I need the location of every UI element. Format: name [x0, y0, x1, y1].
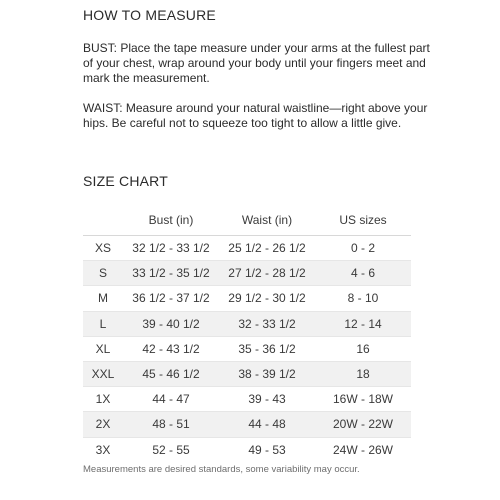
bust-value: 39 - 40 1/2 [123, 311, 219, 336]
waist-value: 25 1/2 - 26 1/2 [219, 236, 315, 261]
us-sizes-column-header: US sizes [339, 213, 387, 227]
bust-value: 33 1/2 - 35 1/2 [123, 261, 219, 286]
how-to-measure-heading: HOW TO MEASURE [83, 7, 216, 23]
us-size-value: 18 [315, 361, 411, 386]
us-size-value: 16W - 18W [315, 387, 411, 412]
table-row [83, 286, 411, 311]
table-row [83, 261, 411, 286]
waist-value: 49 - 53 [219, 437, 315, 462]
table-row [83, 236, 411, 261]
waist-value: 32 - 33 1/2 [219, 311, 315, 336]
size-label: S [83, 261, 123, 286]
table-row [83, 336, 411, 361]
us-size-value: 24W - 26W [315, 437, 411, 462]
size-label: 2X [83, 412, 123, 437]
bust-value: 45 - 46 1/2 [123, 361, 219, 386]
us-size-value: 16 [315, 336, 411, 361]
size-label: XS [83, 236, 123, 261]
bust-value: 52 - 55 [123, 437, 219, 462]
waist-value: 27 1/2 - 28 1/2 [219, 261, 315, 286]
size-label: XL [83, 336, 123, 361]
table-row [83, 361, 411, 386]
us-size-value: 0 - 2 [315, 236, 411, 261]
bust-value: 42 - 43 1/2 [123, 336, 219, 361]
bust-value: 32 1/2 - 33 1/2 [123, 236, 219, 261]
bust-value: 44 - 47 [123, 387, 219, 412]
table-row [83, 437, 411, 462]
us-size-value: 4 - 6 [315, 261, 411, 286]
waist-value: 44 - 48 [219, 412, 315, 437]
measurement-footnote: Measurements are desired standards, some variability may occur. [83, 464, 360, 475]
bust-column-header: Bust (in) [148, 213, 194, 227]
waist-value: 38 - 39 1/2 [219, 361, 315, 386]
us-size-value: 12 - 14 [315, 311, 411, 336]
size-column-header [83, 205, 123, 236]
size-label: XXL [83, 361, 123, 386]
size-label: 1X [83, 387, 123, 412]
size-chart-table [83, 205, 411, 462]
table-header-row [83, 205, 411, 236]
bust-value: 36 1/2 - 37 1/2 [123, 286, 219, 311]
size-label: L [83, 311, 123, 336]
waist-value: 35 - 36 1/2 [219, 336, 315, 361]
waist-column-header: Waist (in) [241, 213, 293, 227]
table-row [83, 412, 411, 437]
size-chart-heading: SIZE CHART [83, 173, 168, 189]
waist-instructions: WAIST: Measure around your natural waistline—right above your hips. Be careful not to squeeze too tight to allow a little give. [83, 101, 428, 130]
size-label: 3X [83, 437, 123, 462]
bust-value: 48 - 51 [123, 412, 219, 437]
us-size-value: 8 - 10 [315, 286, 411, 311]
table-row [83, 311, 411, 336]
size-label: M [83, 286, 123, 311]
waist-value: 39 - 43 [219, 387, 315, 412]
waist-value: 29 1/2 - 30 1/2 [219, 286, 315, 311]
us-size-value: 20W - 22W [315, 412, 411, 437]
bust-instructions: BUST: Place the tape measure under your arms at the fullest part of your chest, wrap around your body until your fingers meet and mark the measurement. [83, 41, 430, 85]
table-row [83, 387, 411, 412]
